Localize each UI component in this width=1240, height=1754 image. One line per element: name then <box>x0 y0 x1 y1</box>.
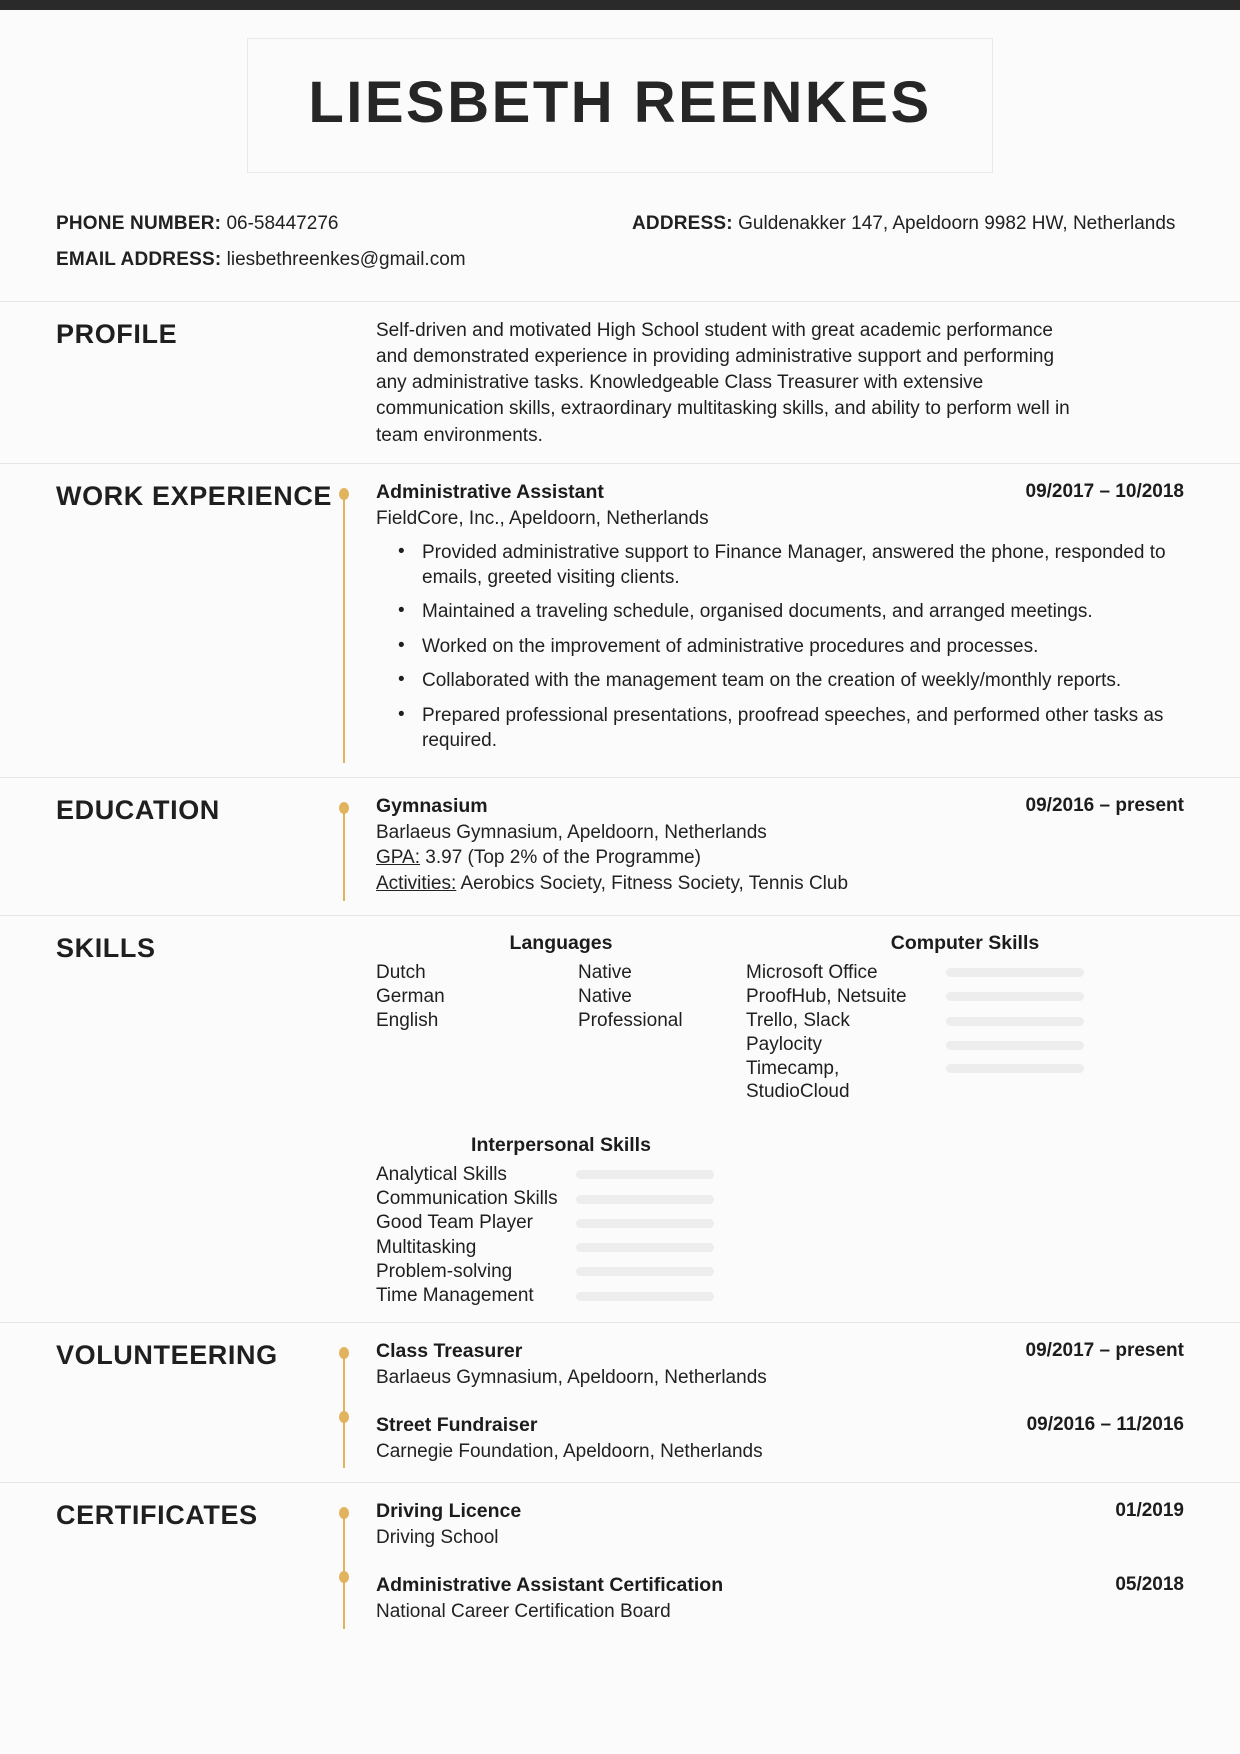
certificate-title: Driving Licence <box>376 1500 522 1523</box>
role-organisation: Barlaeus Gymnasium, Apeldoorn, Netherlands <box>376 1367 767 1389</box>
education-entry-header <box>376 794 1184 819</box>
skill-label: Microsoft Office <box>746 961 878 983</box>
volunteering-entry <box>376 1413 1184 1465</box>
section-heading-profile: PROFILE <box>56 318 178 349</box>
skill-label: Time Management <box>376 1284 534 1306</box>
skill-label: Problem-solving <box>376 1260 513 1282</box>
skill-bar-track <box>946 1017 1084 1026</box>
language-level: Professional <box>578 1010 683 1031</box>
language-level: Native <box>578 961 632 983</box>
job-title: Administrative Assistant <box>376 480 604 503</box>
list-item: • Maintained a traveling schedule, organised documents, and arranged meetings. <box>420 599 1184 624</box>
skill-label: Good Team Player <box>376 1212 534 1234</box>
list-item: • Provided administrative support to Finance Manager, answered the phone, responded to emails, greeted visiting clients. <box>420 540 1184 591</box>
skill-bar-track <box>576 1170 714 1179</box>
work-experience-body <box>338 480 1184 763</box>
role-title: Street Fundraiser <box>376 1413 538 1436</box>
section-volunteering <box>0 1322 1240 1482</box>
phone-row <box>56 211 620 238</box>
work-entry <box>376 480 1184 754</box>
interpersonal-skills-inner <box>376 1134 746 1308</box>
header <box>0 10 1240 173</box>
skill-label: ProofHub, Netsuite <box>746 985 907 1007</box>
gpa-value: 3.97 (Top 2% of the Programme) <box>420 847 701 869</box>
degree-title: Gymnasium <box>376 794 488 817</box>
language-level: Native <box>578 985 632 1007</box>
certificate-entry <box>376 1573 1184 1625</box>
skill-bar-track <box>946 1041 1084 1050</box>
skills-body <box>338 932 1184 1309</box>
languages-subheading: Languages <box>509 931 613 954</box>
language-row <box>376 961 746 985</box>
list-item: • Collaborated with the management team on the creation of weekly/monthly reports. <box>420 668 1184 693</box>
certificate-issuer: National Career Certification Board <box>376 1600 671 1622</box>
skill-row <box>746 985 1184 1009</box>
section-work-experience <box>0 463 1240 777</box>
skill-bar-track <box>576 1243 714 1252</box>
activities-label: Activities: <box>376 872 457 894</box>
interpersonal-skills-block <box>376 1134 1184 1308</box>
timeline-dot <box>339 488 349 500</box>
skill-label: Communication Skills <box>376 1188 558 1210</box>
address-row <box>632 211 1184 238</box>
role-organisation: Carnegie Foundation, Apeldoorn, Netherlands <box>376 1440 763 1462</box>
top-accent-bar <box>0 0 1240 10</box>
skill-bar-track <box>946 992 1084 1001</box>
skill-bar-track <box>576 1219 714 1228</box>
skill-label: Paylocity <box>746 1034 823 1056</box>
job-date: 09/2017 – 10/2018 <box>1025 480 1184 502</box>
email-row <box>56 247 620 274</box>
language-name: German <box>376 985 445 1007</box>
email-value[interactable]: liesbethreenkes@gmail.com <box>226 248 466 270</box>
job-organisation: FieldCore, Inc., Apeldoorn, Netherlands <box>376 507 709 529</box>
gpa-label: GPA: <box>376 847 420 869</box>
skill-row <box>376 1236 746 1260</box>
skill-label: Trello, Slack <box>746 1010 850 1031</box>
section-skills <box>0 915 1240 1323</box>
skill-row <box>376 1163 746 1187</box>
certificate-entry-header <box>376 1499 1184 1524</box>
certificate-entry-header <box>376 1573 1184 1598</box>
role-title: Class Treasurer <box>376 1340 523 1363</box>
contact-col-left <box>56 211 620 283</box>
gpa-line <box>376 845 1184 871</box>
skill-row <box>376 1260 746 1284</box>
skill-row <box>376 1187 746 1211</box>
computer-skills-block <box>746 932 1184 1104</box>
education-body <box>338 794 1184 901</box>
list-item: • Worked on the improvement of administrative procedures and processes. <box>420 634 1184 659</box>
phone-value[interactable]: 06-58447276 <box>226 212 339 234</box>
school-name: Barlaeus Gymnasium, Apeldoorn, Netherlands <box>376 821 767 843</box>
skill-row <box>376 1211 746 1235</box>
degree-date: 09/2016 – present <box>1025 794 1184 816</box>
skill-bar-track <box>946 1064 1084 1073</box>
skills-top-row <box>376 932 1184 1104</box>
volunteering-entry-header <box>376 1413 1184 1438</box>
activities-value: Aerobics Society, Fitness Society, Tennis Club <box>456 872 849 894</box>
section-heading-volunteering: VOLUNTEERING <box>56 1340 278 1371</box>
section-heading-education: EDUCATION <box>56 794 220 825</box>
timeline-rail <box>338 800 350 901</box>
interpersonal-skills-subheading: Interpersonal Skills <box>471 1133 651 1156</box>
skill-row <box>376 1284 746 1308</box>
skill-bar-track <box>576 1267 714 1276</box>
section-education <box>0 777 1240 915</box>
skill-label: Multitasking <box>376 1236 477 1258</box>
section-profile <box>0 301 1240 463</box>
computer-skills-subheading: Computer Skills <box>890 931 1040 954</box>
phone-label: PHONE NUMBER: <box>56 212 222 234</box>
activities-line <box>376 871 1184 897</box>
timeline-rail <box>338 1505 350 1628</box>
computer-skills-list <box>746 961 1184 1104</box>
skill-label: Analytical Skills <box>376 1163 507 1185</box>
timeline-dot <box>339 1411 349 1423</box>
address-value: Guldenakker 147, Apeldoorn 9982 HW, Netherlands <box>738 212 1176 234</box>
skill-row <box>746 1057 1184 1103</box>
certificate-title: Administrative Assistant Certification <box>376 1573 724 1596</box>
profile-text: Self-driven and motivated High School student with great academic performance and demonstrated experience in providing administrative support and performing any administrative tasks. Knowledgeable Class Treasurer with extensive communication skills, extraordinary multitasking skills, and ability to perform well in team environments. <box>376 319 1070 446</box>
language-row <box>376 1009 746 1033</box>
work-entry-header <box>376 480 1184 505</box>
certificates-body <box>338 1499 1184 1628</box>
page-title: LIESBETH REENKES <box>308 70 932 135</box>
page-bottom-spacer <box>0 1643 1240 1753</box>
timeline-dot <box>339 1571 349 1583</box>
volunteering-entry <box>376 1339 1184 1391</box>
section-heading-skills: SKILLS <box>56 932 156 963</box>
timeline-dot <box>339 1347 349 1359</box>
name-box <box>247 38 992 173</box>
section-certificates <box>0 1482 1240 1642</box>
contact-details <box>0 173 1240 283</box>
language-name: Dutch <box>376 961 426 983</box>
address-label: ADDRESS: <box>632 212 733 234</box>
skill-row <box>746 1009 1184 1033</box>
contact-col-right <box>620 211 1184 283</box>
skill-bar-track <box>576 1195 714 1204</box>
skill-row <box>746 1033 1184 1057</box>
timeline-line <box>343 494 345 763</box>
role-date: 09/2017 – present <box>1025 1340 1184 1362</box>
volunteering-body <box>338 1339 1184 1468</box>
timeline-rail <box>338 486 350 763</box>
timeline-dot <box>339 1507 349 1519</box>
profile-body <box>338 318 1184 449</box>
volunteering-entry-header <box>376 1339 1184 1364</box>
section-heading-certificates: CERTIFICATES <box>56 1500 258 1531</box>
certificate-date: 05/2018 <box>1115 1573 1184 1595</box>
timeline-dot <box>339 802 349 814</box>
job-bullets <box>376 540 1184 754</box>
email-label: EMAIL ADDRESS: <box>56 248 222 270</box>
language-name: English <box>376 1010 439 1031</box>
timeline-line <box>343 808 345 901</box>
languages-block <box>376 932 746 1104</box>
certificate-issuer: Driving School <box>376 1527 499 1549</box>
timeline-rail <box>338 1345 350 1468</box>
skill-bar-track <box>946 968 1084 977</box>
language-row <box>376 985 746 1009</box>
education-entry <box>376 794 1184 897</box>
skill-label: Timecamp, StudioCloud <box>746 1058 850 1102</box>
skill-row <box>746 961 1184 985</box>
certificate-date: 01/2019 <box>1115 1500 1184 1522</box>
section-heading-work-experience: WORK EXPERIENCE <box>56 480 333 511</box>
skill-bar-track <box>576 1292 714 1301</box>
role-date: 09/2016 – 11/2016 <box>1026 1413 1184 1435</box>
list-item: • Prepared professional presentations, proofread speeches, and performed other tasks as required. <box>420 703 1184 754</box>
certificate-entry <box>376 1499 1184 1551</box>
